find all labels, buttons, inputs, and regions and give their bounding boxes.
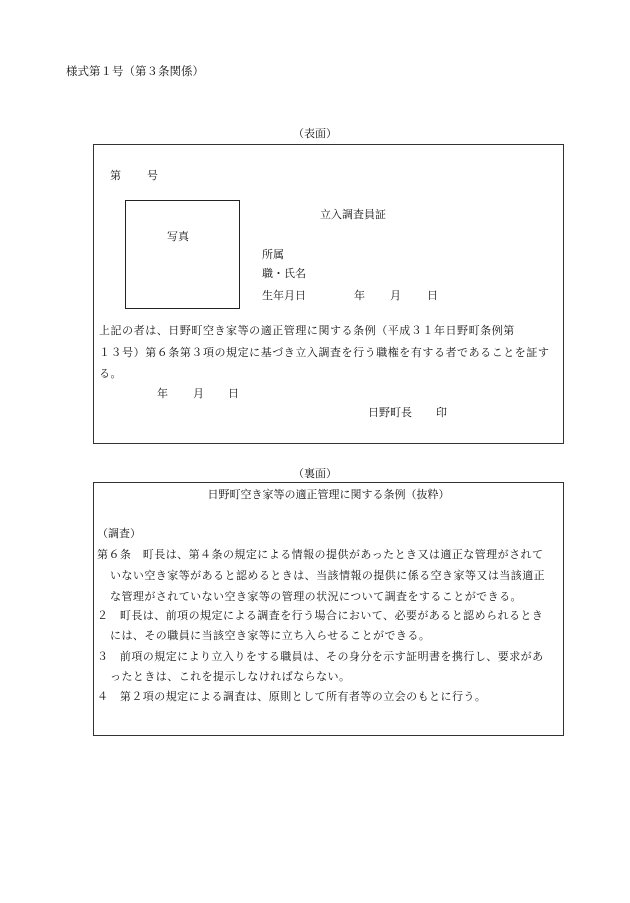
paragraph-2-line: ２ 町長は、前項の規定による調査を行う場合において、必要があると認められるとき — [97, 609, 544, 622]
paragraph-3-line: ３ 前項の規定により立入りをする職員は、その身分を示す証明書を携行し、要求があ — [97, 650, 544, 663]
ordinance-excerpt-title: 日野町空き家等の適正管理に関する条例（抜粋） — [207, 488, 450, 501]
dob-day-label: 日 — [427, 289, 438, 302]
serial-number — [110, 170, 158, 181]
issue-year-label: 年 — [157, 387, 168, 400]
paragraph-2-line: には、その職員に当該空き家等に立ち入らせることができる。 — [110, 629, 431, 642]
dob-label: 生年月日 — [262, 289, 306, 302]
paragraph-3-line: ったときは、これを提示しなければならない。 — [110, 670, 351, 683]
article-6-line: いない空き家等があると認めるときは、当該情報の提供に係る空き家等又は当該適正 — [110, 569, 546, 582]
title-name-label: 職・氏名 — [262, 267, 306, 280]
form-number: 様式第１号（第３条関係） — [66, 64, 204, 78]
back-caption: （裏面） — [293, 467, 337, 480]
photo-frame — [125, 200, 240, 309]
dob-year-label: 年 — [354, 289, 365, 302]
issue-month-label: 月 — [193, 387, 204, 400]
certification-line: １３号）第６条第３項の規定に基づき立入調査を行う職権を有する者であることを証す — [99, 346, 550, 359]
card-title: 立入調査員証 — [320, 208, 386, 221]
serial-suffix: 号 — [147, 169, 158, 182]
serial-prefix: 第 — [110, 169, 121, 182]
article-6-line: 第６条 町長は、第４条の規定による情報の提供があったとき又は適正な管理がされて — [97, 548, 544, 561]
seal-label: 印 — [436, 406, 447, 419]
certification-line: 上記の者は、日野町空き家等の適正管理に関する条例（平成３１年日野町条例第 — [99, 324, 515, 337]
article-6-line: な管理がされていない空き家等の管理の状況について調査をすることができる。 — [110, 590, 522, 603]
paragraph-4-line: ４ 第２項の規定による調査は、原則として所有者等の立会のもとに行う。 — [97, 690, 487, 703]
section-heading: （調査） — [97, 527, 141, 540]
mayor-label: 日野町長 — [368, 406, 412, 419]
affiliation-label: 所属 — [262, 248, 284, 261]
front-caption: （表面） — [293, 127, 337, 140]
photo-label: 写真 — [167, 230, 189, 243]
certification-line: る。 — [99, 367, 123, 380]
issue-day-label: 日 — [228, 387, 239, 400]
dob-month-label: 月 — [390, 289, 401, 302]
